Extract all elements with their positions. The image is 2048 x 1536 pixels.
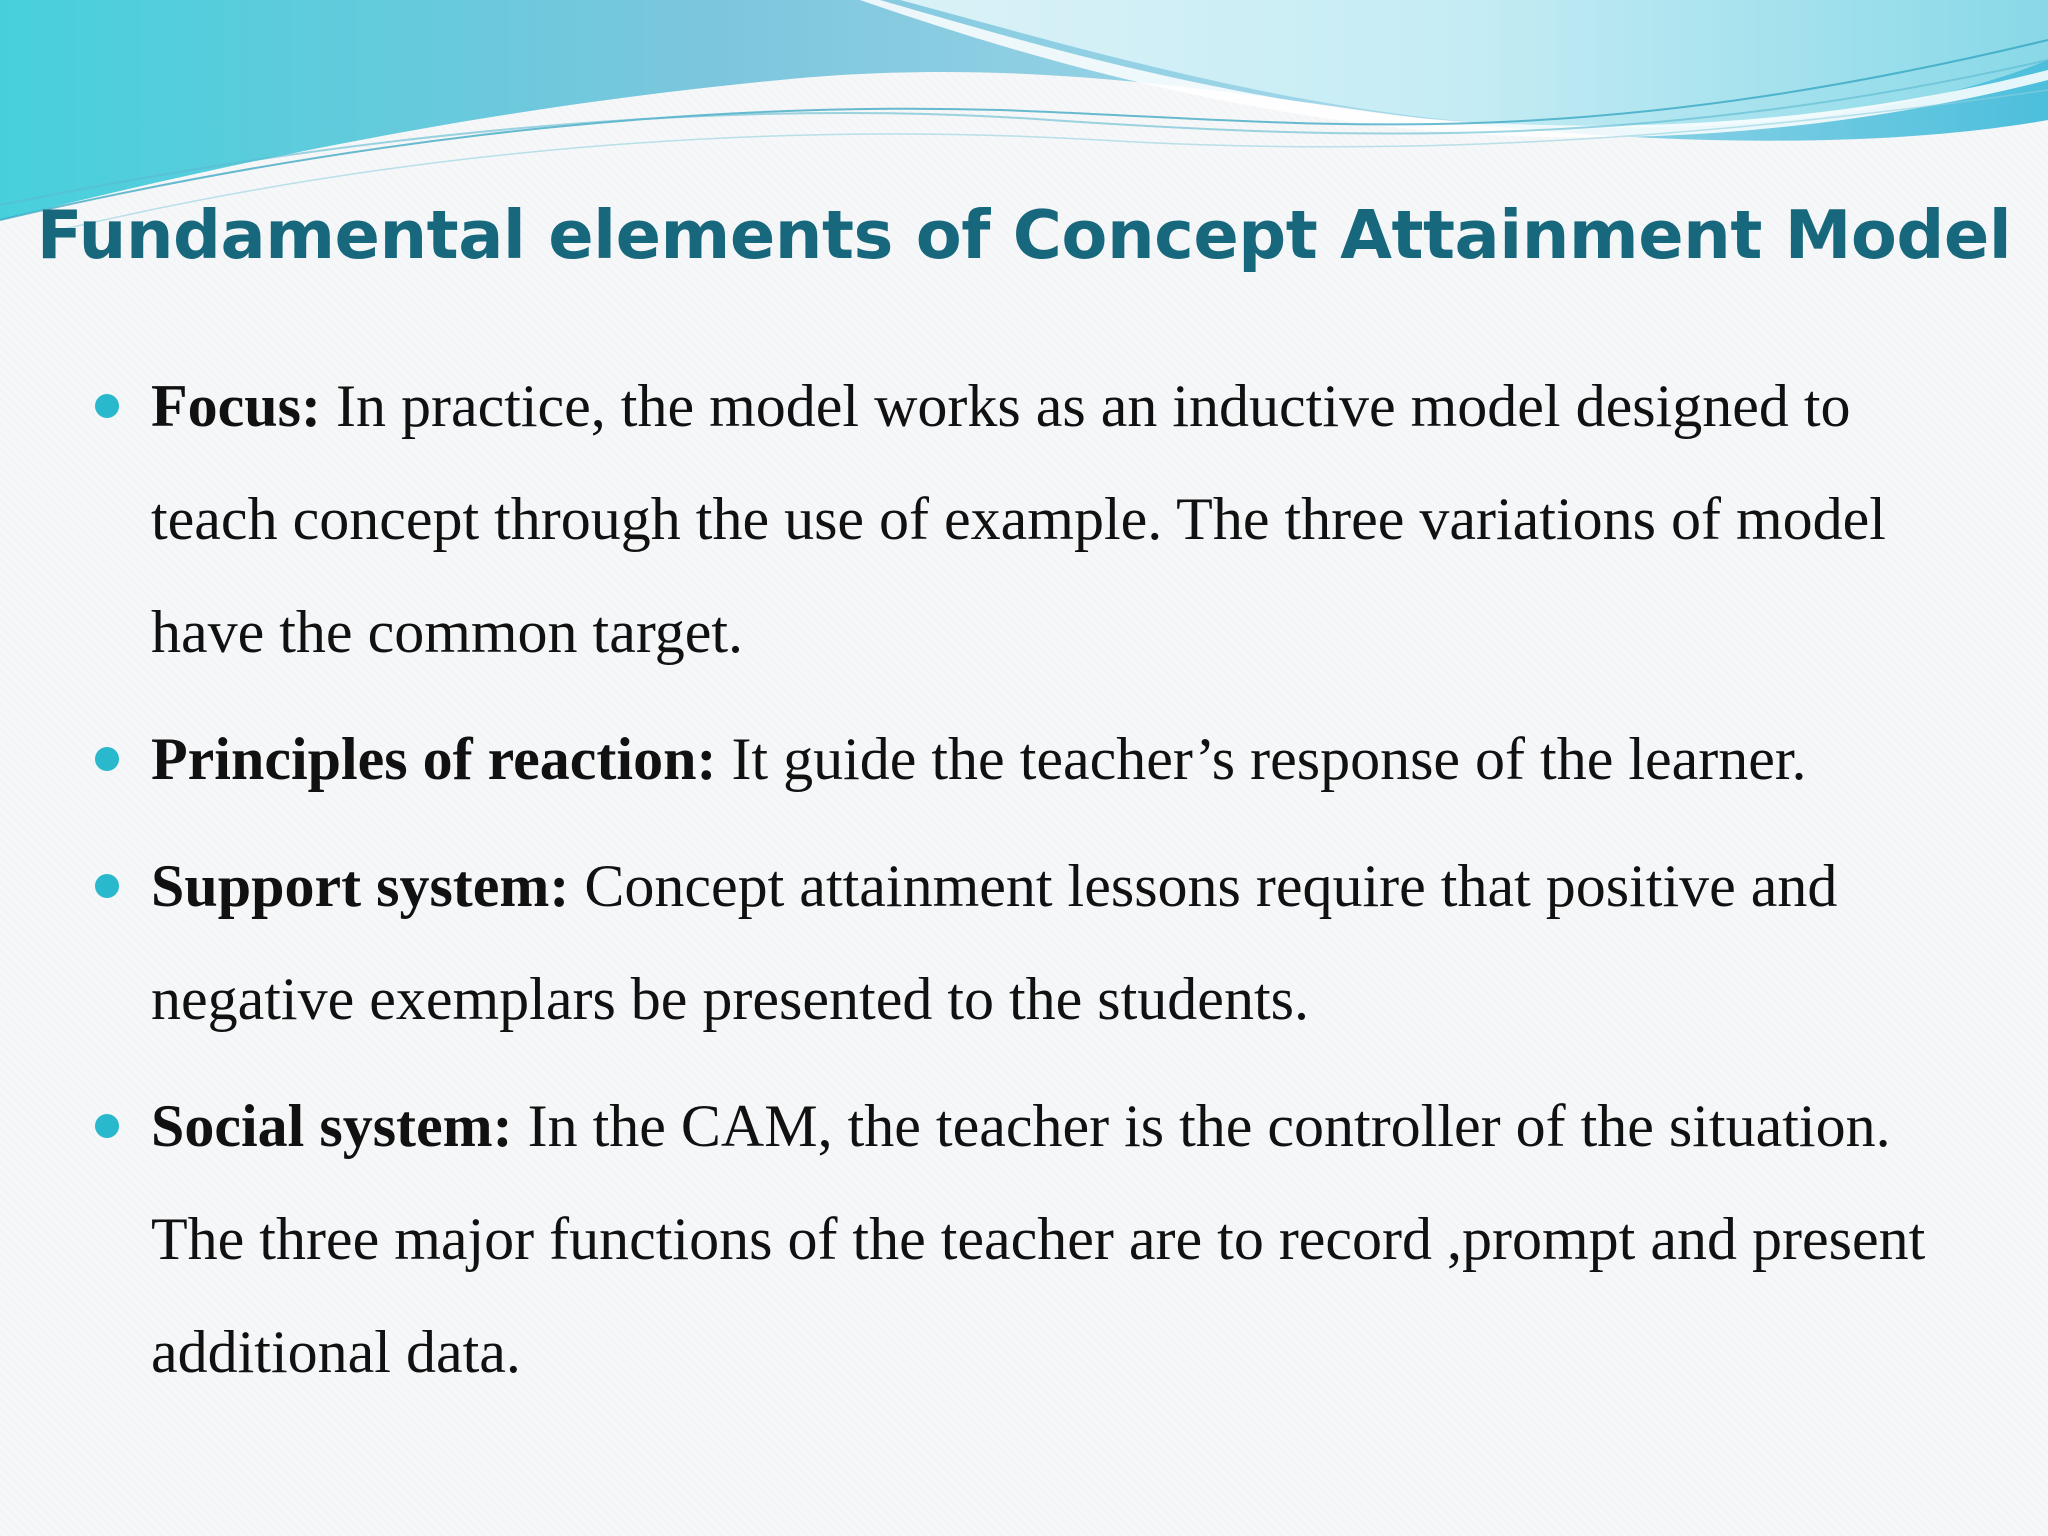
bullet-term: Social system: [151, 1093, 513, 1159]
bullet-term: Support system: [151, 853, 570, 919]
bullet-text: Concept attainment lessons require that positive and negative exemplars be presented to the students. [151, 853, 1838, 1032]
bullet-focus [0, 350, 1981, 689]
bullet-support-system [0, 830, 1981, 1056]
bullet-list [0, 350, 2048, 1423]
bullet-text: In practice, the model works as an inductive model designed to teach concept through the use of example. The three variations of model have the common target. [151, 373, 1886, 665]
bullet-social-system [0, 1070, 1981, 1409]
bullet-principles-of-reaction [0, 703, 1981, 816]
bullet-text: It guide the teacher’s response of the learner. [716, 726, 1807, 792]
bullet-marker-icon [95, 394, 119, 418]
bullet-term: Focus: [151, 373, 321, 439]
bullet-term: Principles of reaction: [151, 726, 717, 792]
bullet-marker-icon [95, 874, 119, 898]
bullet-marker-icon [95, 747, 119, 771]
slide-title: Fundamental elements of Concept Attainment Model [36, 196, 2012, 274]
bullet-text: In the CAM, the teacher is the controller of the situation. The three major functions of the teacher are to record ,prompt and present additional data. [151, 1093, 1926, 1385]
bullet-marker-icon [95, 1114, 119, 1138]
